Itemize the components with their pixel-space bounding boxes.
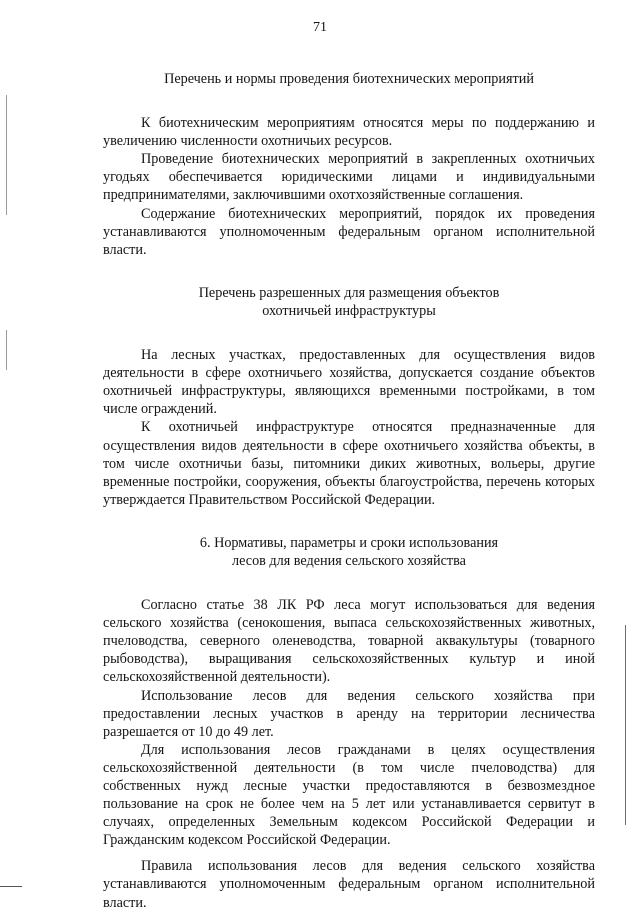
paragraph: Проведение биотехнических мероприятий в закрепленных охотничьих угодьях обеспечивается юридическими лицами и индивидуальными предпринимателями, заключившими охотхозяйственные соглашения. — [103, 151, 595, 204]
section-heading-biotech — [103, 70, 595, 88]
heading-line: Перечень разрешенных для размещения объектов — [198, 284, 500, 301]
paragraph: Содержание биотехнических мероприятий, порядок их проведения устанавливаются уполномоченным федеральным органом исполнительной власти. — [103, 205, 595, 258]
paragraph: Использование лесов для ведения сельского хозяйства при предоставлении лесных участков в аренду на территории лесничества разрешается от 10 до 49 лет. — [103, 687, 595, 740]
scan-right-edge — [625, 625, 627, 825]
paragraph: Согласно статье 38 ЛК РФ леса могут использоваться для ведения сельского хозяйства (сенокошения, выпаса сельскохозяйственных животных, пчеловодства, северного оленеводства, товарной аквакультуры (товарного рыбоводства), выращивания сельскохозяйственных культур и иной сельскохозяйственной деятельности). — [103, 597, 595, 686]
paragraph: Правила использования лесов для ведения сельского хозяйства устанавливаются уполномоченным федеральным органом исполнительной власти. — [103, 858, 595, 911]
page-number: 71 — [313, 20, 327, 35]
paragraph: К биотехническим мероприятиям относятся меры по поддержанию и увеличению численности охотничьих ресурсов. — [103, 115, 595, 150]
section-heading-agriculture — [103, 534, 595, 570]
heading-line: лесов для ведения сельского хозяйства — [232, 552, 466, 569]
scan-edge-mark — [6, 330, 7, 370]
section-heading-infrastructure — [103, 284, 595, 320]
heading-line: охотничьей инфраструктуры — [262, 302, 436, 319]
document-body — [103, 70, 595, 912]
scan-edge-mark — [6, 95, 7, 215]
heading-line: 6. Нормативы, параметры и сроки использования — [199, 534, 499, 551]
paragraph: К охотничьей инфраструктуре относятся предназначенные для осуществления видов деятельности в сфере охотничьего хозяйства объекты, в том числе охотничьи базы, питомники диких животных, вольеры, другие временные постройки, сооружения, объекты благоустройства, перечень которых утверждается Правительством Российской Федерации. — [103, 419, 595, 508]
paragraph: Для использования лесов гражданами в целях осуществления сельскохозяйственной деятельности (в том числе пчеловодства) для собственных нужд лесные участки предоставляются в безвозмездное пользование на срок не более чем на 5 лет или устанавливается сервитут в случаях, определенных Земельным кодексом Российской Федерации и Гражданским кодексом Российской Федерации. — [103, 741, 595, 849]
paragraph: На лесных участках, предоставленных для осуществления видов деятельности в сфере охотничьего хозяйства, допускается создание объектов охотничьей инфраструктуры, являющихся временными постройками, в том числе ограждений. — [103, 347, 595, 418]
scan-corner-mark — [0, 886, 22, 887]
heading-line: Перечень и нормы проведения биотехнических мероприятий — [164, 71, 534, 87]
